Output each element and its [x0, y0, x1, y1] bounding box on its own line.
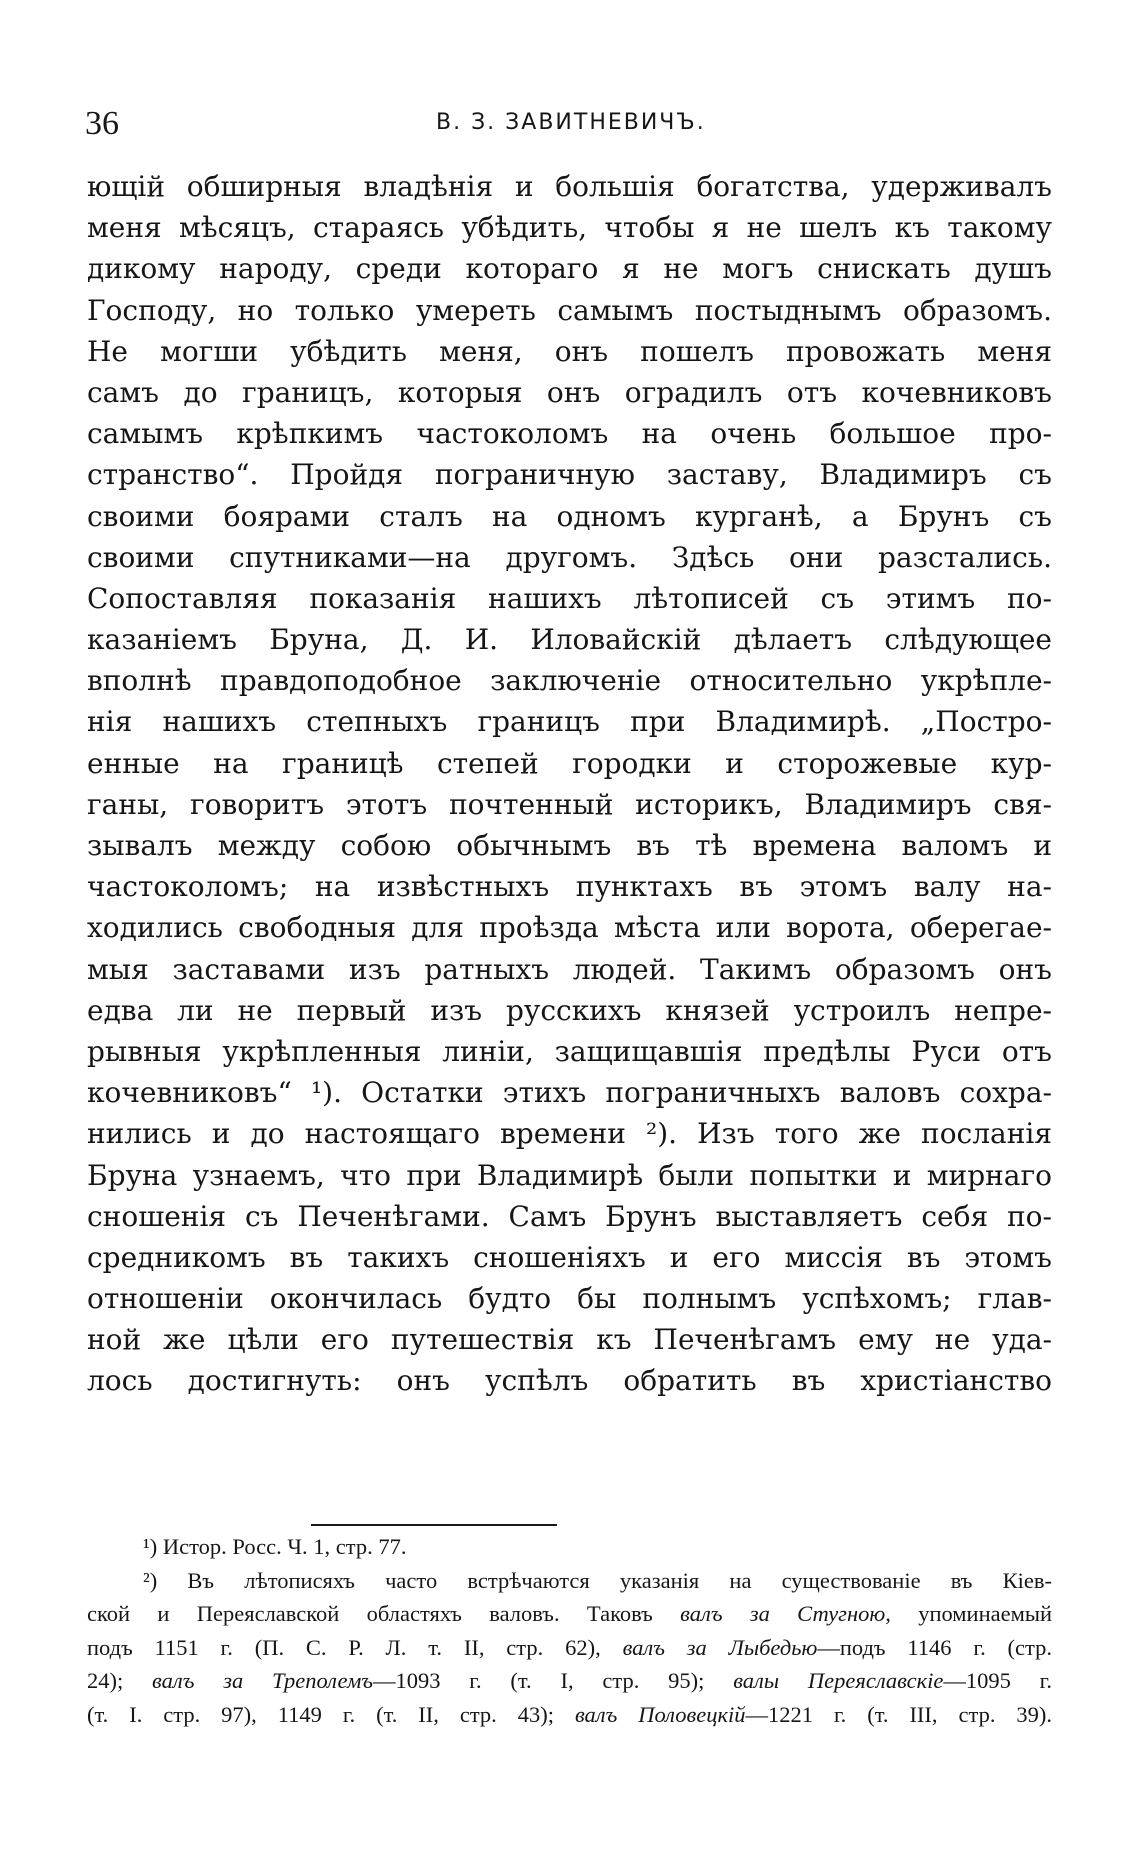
- body-line: ющій обширныя владѣнія и большія богатства, удерживалъ: [87, 170, 1052, 203]
- footnote-1: ¹) Истор. Росс. Ч. 1, стр. 77.: [143, 1534, 407, 1559]
- body-line: странство“. Пройдя пограничную заставу, Владимиръ съ: [87, 458, 1052, 492]
- body-line: Господу, но только умереть самымъ постыднымъ образомъ.: [87, 293, 1052, 327]
- body-line: своими спутниками—на другомъ. Здѣсь они разстались.: [87, 540, 1052, 574]
- footnote-text: —1093 г. (т. I, стр. 95);: [373, 1668, 734, 1693]
- body-line: мыя заставами изъ ратныхъ людей. Такимъ образомъ онъ: [87, 952, 1052, 986]
- body-line: частоколомъ; на извѣстныхъ пунктахъ въ этомъ валу на-: [87, 870, 1052, 904]
- body-line: средникомъ въ такихъ сношеніяхъ и его миссія въ этомъ: [87, 1240, 1052, 1274]
- footnotes: [87, 1530, 1052, 1731]
- footnote-divider: [311, 1524, 557, 1526]
- body-line: своими боярами сталъ на одномъ курганѣ, а Брунъ съ: [87, 499, 1052, 533]
- running-head: В. З. ЗАВИТНЕВИЧЪ.: [436, 110, 706, 135]
- footnote-2-line: [87, 1698, 1052, 1732]
- body-line: нія нашихъ степныхъ границъ при Владимирѣ. „Постро-: [87, 705, 1052, 739]
- body-line: самъ до границъ, которыя онъ оградилъ отъ кочевниковъ: [87, 375, 1052, 409]
- body-line: ной же цѣли его путешествія къ Печенѣгамъ ему не уда-: [87, 1323, 1052, 1357]
- footnote-text: —подъ 1146 г. (стр.: [817, 1634, 1052, 1660]
- body-line: меня мѣсяцъ, стараясь убѣдить, чтобы я не шелъ къ такому: [87, 211, 1052, 245]
- footnote-2-line: [87, 1664, 1052, 1698]
- body-line: вполнѣ правдоподобное заключеніе относительно укрѣпле-: [87, 664, 1052, 698]
- body-text: [87, 166, 1052, 1402]
- page-number: 36: [85, 105, 119, 142]
- body-line: ганы, говоритъ этотъ почтенный историкъ, Владимиръ свя-: [87, 787, 1052, 821]
- footnote-text: 24);: [87, 1668, 153, 1693]
- body-line: зывалъ между собою обычнымъ въ тѣ времена валомъ и: [87, 829, 1052, 862]
- footnote-text: ской и Переяславской областяхъ валовъ. Таковъ: [87, 1601, 681, 1626]
- body-line: Не могши убѣдить меня, онъ пошелъ провожать меня: [87, 334, 1052, 368]
- footnote-italic-text: валъ за Стугною,: [680, 1601, 891, 1626]
- footnote-text: упоминаемый: [890, 1601, 1052, 1626]
- body-line: отношеніи окончилась будто бы полнымъ успѣхомъ; глав-: [87, 1282, 1052, 1316]
- body-line: дикому народу, среди котораго я не могъ снискать душъ: [87, 252, 1052, 286]
- body-line: нились и до настоящаго времени ²). Изъ того же посланія: [87, 1117, 1052, 1151]
- footnote-2-line: [87, 1597, 1052, 1631]
- body-line: ходились свободныя для проѣзда мѣста или ворота, оберегае-: [87, 911, 1052, 945]
- body-line: казаніемъ Бруна, Д. И. Иловайскій дѣлаетъ слѣдующее: [87, 623, 1052, 657]
- body-line: лось достигнуть: онъ успѣлъ обратить въ христіанство: [87, 1364, 1052, 1398]
- footnote-italic-text: валъ Половецкій: [574, 1701, 746, 1727]
- body-line: Бруна узнаемъ, что при Владимирѣ были попытки и мирнаго: [87, 1158, 1052, 1192]
- footnote-text: —1095 г.: [943, 1668, 1052, 1693]
- body-line: сношенія съ Печенѣгами. Самъ Брунъ выставляетъ себя по-: [87, 1199, 1052, 1233]
- body-line: енные на границѣ степей городки и сторожевые кур-: [87, 746, 1052, 780]
- body-line: рывныя укрѣпленныя линіи, защищавшія предѣлы Руси отъ: [87, 1034, 1052, 1068]
- footnote-2-line: [87, 1631, 1052, 1665]
- footnote-italic-text: валъ за Треполемъ: [152, 1668, 373, 1693]
- body-line: едва ли не первый изъ русскихъ князей устроилъ непре-: [87, 993, 1052, 1027]
- footnote-italic-text: валъ за Лыбедью: [622, 1634, 818, 1660]
- footnote-text: (т. I. стр. 97), 1149 г. (т. II, стр. 43);: [87, 1701, 575, 1727]
- footnote-italic-text: валы Переяславскіе: [733, 1668, 944, 1693]
- body-line: самымъ крѣпкимъ частоколомъ на очень большое про-: [87, 417, 1052, 451]
- footnote-text: —1221 г. (т. III, стр. 39).: [745, 1701, 1052, 1727]
- footnote-text: подъ 1151 г. (П. С. Р. Л. т. II, стр. 62),: [87, 1634, 623, 1660]
- body-line: Сопоставляя показанія нашихъ лѣтописей съ этимъ по-: [87, 581, 1052, 615]
- footnote-2-line: ²) Въ лѣтописяхъ часто встрѣчаются указанія на существованіе въ Кіев-: [143, 1567, 1052, 1593]
- body-line: кочевниковъ“ ¹). Остатки этихъ пограничныхъ валовъ сохра-: [87, 1076, 1052, 1110]
